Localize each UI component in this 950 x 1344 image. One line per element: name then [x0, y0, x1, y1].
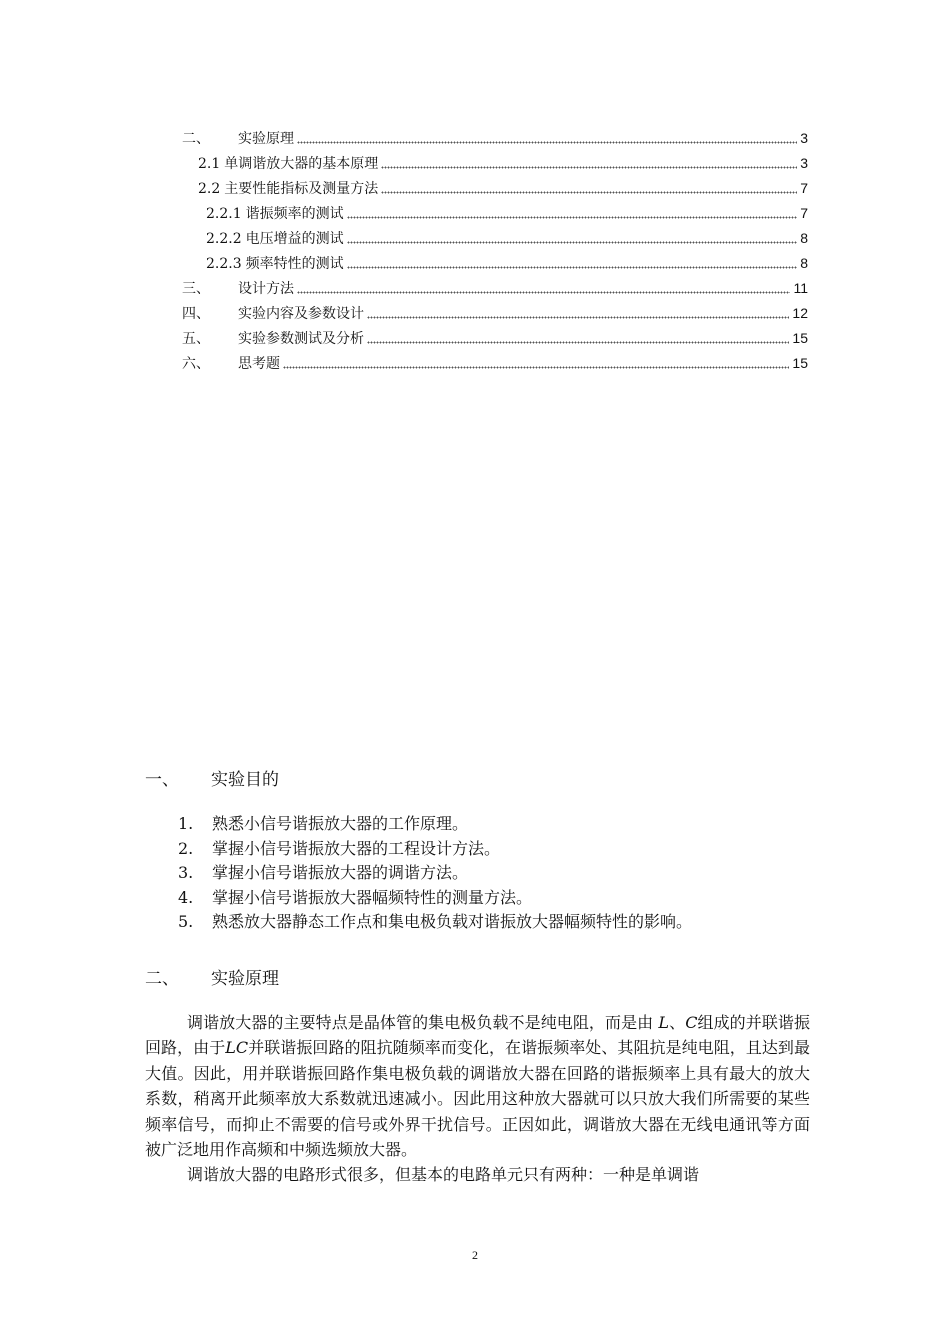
- math-symbol-LC: LC: [225, 1038, 249, 1058]
- toc-entry-number: 四、: [182, 306, 210, 322]
- toc-entry-page: 7: [800, 205, 808, 221]
- toc-entry-title: 频率特性的测试: [245, 256, 344, 272]
- toc-entry-title: 电压增益的测试: [245, 231, 344, 247]
- list-item-text: 掌握小信号谐振放大器的调谐方法。: [212, 863, 469, 882]
- toc-leader-dots: [381, 184, 797, 194]
- toc-entry-number: 二、: [182, 131, 210, 147]
- toc-entry[interactable]: [182, 176, 808, 201]
- section-heading-objectives: [145, 767, 279, 793]
- toc-entry-page: 8: [800, 255, 808, 271]
- list-item-text: 掌握小信号谐振放大器幅频特性的测量方法。: [212, 887, 533, 907]
- toc-entry-number: 2.1: [198, 156, 221, 172]
- list-item-number: 1.: [178, 814, 194, 833]
- toc-entry[interactable]: [182, 251, 808, 276]
- section-title: 实验原理: [211, 969, 279, 989]
- toc-entry[interactable]: [182, 126, 808, 151]
- toc-entry-page: 15: [792, 355, 808, 371]
- toc-leader-dots: [347, 209, 798, 219]
- toc-entry[interactable]: [182, 326, 808, 351]
- list-item: [178, 812, 818, 837]
- list-item-number: 3.: [178, 863, 194, 882]
- list-item-text: 熟悉放大器静态工作点和集电极负载对谐振放大器幅频特性的影响。: [212, 912, 693, 931]
- toc-leader-dots: [367, 309, 789, 319]
- toc-leader-dots: [297, 284, 790, 294]
- toc-entry-number: 三、: [182, 281, 210, 297]
- toc-entry-number: 五、: [182, 331, 210, 347]
- list-item-text: 熟悉小信号谐振放大器的工作原理。: [212, 814, 469, 833]
- toc-entry-title: 实验原理: [238, 131, 294, 147]
- objectives-list: [178, 812, 818, 935]
- toc-entry-number: 2.2: [198, 181, 221, 197]
- page-number: 2: [472, 1248, 478, 1262]
- toc-entry-page: 11: [793, 280, 808, 296]
- toc-leader-dots: [347, 259, 798, 269]
- list-item-number: 4.: [178, 887, 194, 907]
- toc-entry-title: 主要性能指标及测量方法: [224, 181, 379, 197]
- toc-entry-number: 六、: [182, 356, 210, 372]
- toc-entry-number: 2.2.3: [206, 256, 242, 272]
- toc-entry-page: 8: [800, 230, 808, 246]
- toc-leader-dots: [283, 359, 789, 369]
- toc-entry-number: 2.2.1: [206, 206, 242, 222]
- toc-entry-page: 3: [800, 155, 808, 171]
- math-symbol-C: C: [685, 1013, 698, 1032]
- paragraph-text: 、: [669, 1013, 686, 1032]
- toc-entry[interactable]: [182, 151, 808, 176]
- body-text: [145, 1010, 810, 1188]
- list-item: [178, 837, 818, 862]
- toc-entry-title: 实验参数测试及分析: [238, 331, 364, 347]
- toc-entry-number: 2.2.2: [206, 231, 242, 247]
- list-item: [178, 910, 818, 935]
- toc-entry-title: 实验内容及参数设计: [238, 306, 364, 322]
- toc-entry-title: 谐振频率的测试: [245, 206, 344, 222]
- toc-entry-page: 12: [792, 305, 808, 321]
- list-item-number: 5.: [178, 912, 194, 931]
- toc-entry-page: 15: [792, 330, 808, 346]
- toc-entry-title: 单调谐放大器的基本原理: [224, 156, 379, 172]
- toc-entry[interactable]: [182, 351, 808, 376]
- toc-leader-dots: [347, 234, 798, 244]
- toc-entry[interactable]: [182, 226, 808, 251]
- list-item: [178, 861, 818, 886]
- toc-leader-dots: [297, 134, 797, 144]
- table-of-contents: [182, 126, 808, 376]
- toc-entry[interactable]: [182, 301, 808, 326]
- paragraph: [145, 1010, 810, 1162]
- paragraph: 调谐放大器的电路形式很多，但基本的电路单元只有两种：一种是单调谐: [187, 1165, 700, 1185]
- toc-entry-title: 思考题: [238, 356, 280, 372]
- toc-leader-dots: [381, 159, 797, 169]
- paragraph-text: 调谐放大器的主要特点是晶体管的集电极负载不是纯电阻，而是由: [187, 1013, 659, 1032]
- paragraph-text: 组成的并联谐振回路，由于: [145, 1013, 810, 1058]
- toc-entry-page: 7: [800, 180, 808, 196]
- section-number: 一、: [145, 770, 179, 790]
- section-number: 二、: [145, 969, 179, 989]
- section-title: 实验目的: [211, 770, 279, 790]
- paragraph-text: 并联谐振回路的阻抗随频率而变化，在谐振频率处、其阻抗是纯电阻，且达到最大值。因此，用并联谐振回路作集电极负载的调谐放大器在回路的谐振频率上具有最大的放大系数，稍离开此频率放大系数就迅速减小。因此用这种放大器就可以只放大我们所需要的某些频率信号，而抑止不需要的信号或外界干扰信号。正因如此，调谐放大器在无线电通讯等方面被广泛地用作高频和中频选频放大器。: [145, 1038, 810, 1160]
- toc-entry-title: 设计方法: [238, 281, 294, 297]
- toc-entry[interactable]: [182, 201, 808, 226]
- toc-entry[interactable]: [182, 276, 808, 301]
- math-symbol-L: L: [658, 1013, 670, 1032]
- list-item: [178, 886, 818, 911]
- section-heading-principle: [145, 966, 279, 992]
- toc-entry-page: 3: [800, 130, 808, 146]
- toc-leader-dots: [367, 334, 789, 344]
- list-item-text: 掌握小信号谐振放大器的工程设计方法。: [212, 838, 501, 858]
- list-item-number: 2.: [178, 838, 194, 858]
